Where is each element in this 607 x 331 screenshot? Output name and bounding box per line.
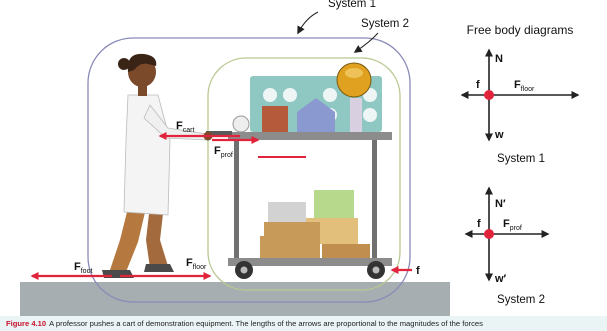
cart-post-left [234, 140, 239, 258]
fbd2-label-fprof: $F_{prof}$ [503, 218, 522, 232]
red-box [262, 106, 288, 132]
top-shelf [228, 132, 392, 140]
f-floor-label: $F_{floor}$ [186, 257, 207, 271]
caption-text: A professor pushes a cart of demonstration equipment. The lengths of the arrows are proportional to the magnitudes of the forces [49, 319, 483, 328]
brown-box [260, 236, 320, 258]
floor [20, 282, 450, 316]
globe-stand [350, 98, 362, 132]
fbd1-label-ffloor: $F_{floor}$ [514, 79, 535, 93]
fbd2-label-f: f [477, 218, 481, 230]
system1-pointer-arrow [298, 12, 318, 33]
f-prof-label: $F_{prof}$ [214, 145, 233, 159]
system1-label: System 1 [328, 0, 376, 10]
system2-label: System 2 [361, 18, 409, 30]
gray-box [268, 202, 306, 222]
fbd-title: Free body diagrams [466, 23, 574, 37]
brown-box-right [322, 244, 370, 258]
fbd-system1 [462, 50, 578, 165]
professor-figure [102, 54, 213, 278]
f-cart-label: $F_{cart}$ [176, 120, 195, 134]
fbd1-label-n: N [495, 53, 503, 65]
cart-post-right [372, 140, 377, 258]
hair-bun [118, 58, 130, 70]
fbd1-label-f: f [476, 79, 480, 91]
green-box [314, 190, 354, 218]
figure-number: Figure 4.10 [6, 319, 47, 328]
shoe-front [144, 264, 174, 272]
fbd1-point [484, 90, 494, 100]
small-lamp [233, 116, 249, 132]
system2-pointer-arrow [355, 33, 378, 52]
bottom-shelf [228, 258, 392, 266]
figure-caption [0, 316, 607, 331]
fbd2-point [484, 229, 494, 239]
f-foot-label: $F_{foot}$ [74, 261, 93, 275]
fbd2-system-name: System 2 [497, 294, 545, 306]
fbd2-label-w: w′ [495, 273, 507, 285]
friction-label: f [416, 265, 420, 277]
fbd1-system-name: System 1 [497, 153, 545, 165]
fbd2-label-n: N′ [495, 198, 506, 210]
demonstration-cart [206, 63, 392, 279]
fbd-system2 [466, 188, 548, 306]
fbd1-label-w: w [495, 129, 504, 141]
brown-box-top [264, 222, 320, 236]
